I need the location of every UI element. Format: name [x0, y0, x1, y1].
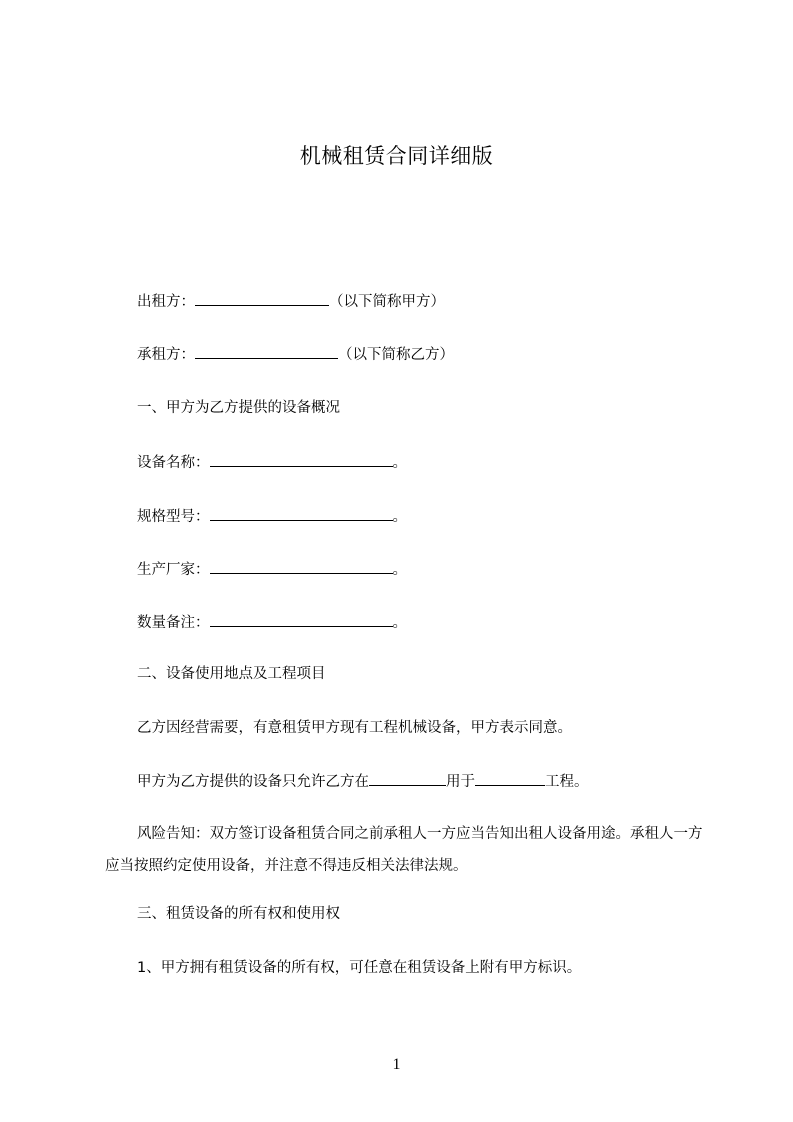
lessee-suffix: （以下简称乙方） — [338, 347, 454, 363]
lessee-blank[interactable] — [195, 344, 338, 359]
section2-para2 — [137, 771, 589, 792]
lessee-label: 承租方： — [137, 347, 195, 363]
field-label: 数量备注： — [137, 615, 210, 631]
field-quantity-notes — [137, 612, 407, 633]
field-end: 。 — [392, 562, 407, 578]
section2-heading: 二、设备使用地点及工程项目 — [137, 666, 326, 682]
location-blank[interactable] — [369, 771, 446, 786]
quantity-notes-blank[interactable] — [210, 612, 393, 627]
section3-heading: 三、租赁设备的所有权和使用权 — [137, 906, 340, 922]
field-label: 设备名称： — [137, 455, 210, 471]
lessor-suffix: （以下简称甲方） — [329, 294, 445, 310]
section3-item1: 1、甲方拥有租赁设备的所有权，可任意在租赁设备上附有甲方标识。 — [137, 960, 582, 976]
page-number: 1 — [392, 1056, 401, 1073]
field-label: 生产厂家： — [137, 562, 210, 578]
manufacturer-blank[interactable] — [210, 559, 393, 574]
field-label: 规格型号： — [137, 509, 210, 525]
lessee-line — [137, 344, 454, 365]
lessor-label: 出租方： — [137, 294, 195, 310]
project-blank[interactable] — [475, 771, 545, 786]
para2-part2: 用于 — [446, 774, 475, 790]
document-title: 机械租赁合同详细版 — [299, 144, 494, 168]
field-manufacturer — [137, 559, 407, 580]
field-equipment-name — [137, 452, 407, 473]
section1-heading: 一、甲方为乙方提供的设备概况 — [137, 400, 340, 416]
model-spec-blank[interactable] — [210, 506, 393, 521]
field-end: 。 — [392, 615, 407, 631]
field-end: 。 — [392, 509, 407, 525]
lessor-line — [137, 291, 445, 312]
field-end: 。 — [392, 455, 407, 471]
para2-part3: 工程。 — [545, 774, 589, 790]
equipment-name-blank[interactable] — [210, 452, 393, 467]
para2-part1: 甲方为乙方提供的设备只允许乙方在 — [137, 774, 369, 790]
section2-para1: 乙方因经营需要，有意租赁甲方现有工程机械设备，甲方表示同意。 — [137, 720, 572, 736]
field-model-spec — [137, 506, 407, 527]
risk-notice: 风险告知：双方签订设备租赁合同之前承租人一方应当告知出租人设备用途。承租人一方应当按照约定使用设备，并注意不得违反相关法律法规。 — [105, 826, 703, 874]
lessor-blank[interactable] — [195, 291, 329, 306]
